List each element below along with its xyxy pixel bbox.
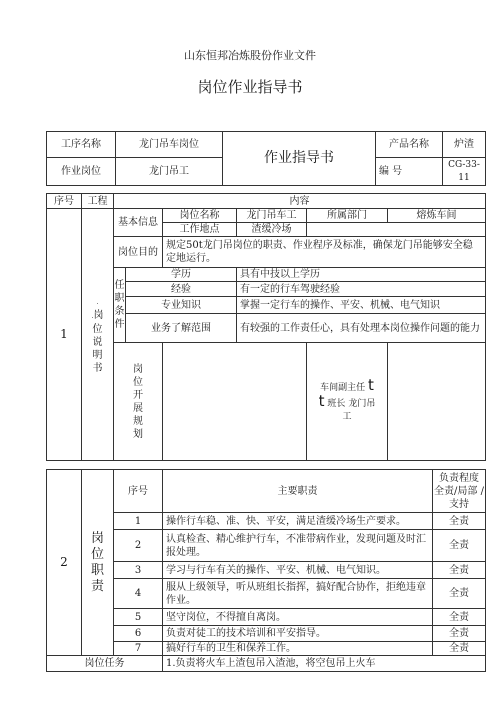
duty-no: 7	[114, 642, 163, 656]
experience-label: 经验	[126, 282, 237, 297]
section1-seq: 1	[47, 209, 82, 461]
duty-level: 全责	[433, 579, 486, 609]
duty-text: 搞好行车的卫生和保养工作。	[163, 642, 433, 656]
skill-value: 掌握一定行车的操作、平安、机械、电气知识	[237, 297, 486, 314]
product-value: 炉渣	[443, 132, 486, 158]
section1-title-text: 岗 位 说 明 书	[92, 309, 104, 374]
education-label: 学历	[126, 268, 237, 282]
location-label: 工作地点	[163, 223, 237, 237]
duty-no: 4	[114, 579, 163, 609]
duty-no: 1	[114, 513, 163, 530]
section1-title	[82, 209, 114, 461]
dept-label: 所属部门	[307, 209, 388, 223]
plan-arrow-2: t	[318, 392, 325, 410]
header-table	[46, 131, 486, 186]
duty-text: 坚守岗位，不得擅自离岗。	[163, 609, 433, 626]
company-name: 山东恒邦冶炼股份作业文件	[184, 49, 316, 62]
duty-level: 全责	[433, 609, 486, 626]
main-table	[46, 193, 486, 672]
purpose-label: 岗位目的	[114, 237, 163, 268]
plan-blank-right	[388, 343, 486, 461]
development-plan-chart	[307, 343, 388, 461]
section2-title: 岗 位 职 责	[82, 470, 114, 656]
duty-no: 2	[114, 530, 163, 562]
duty-level: 全责	[433, 530, 486, 562]
duty-text: 服从上级领导，听从班组长指挥，搞好配合协作，拒绝违章作业。	[163, 579, 433, 609]
section2-seq: 2	[47, 470, 82, 656]
duty-col-seq: 序号	[114, 470, 163, 513]
duty-no: 6	[114, 626, 163, 642]
skill-label: 专业知识	[126, 297, 237, 314]
duty-text: 学习与行车有关的操作、平安、机械、电气知识。	[163, 562, 433, 579]
education-value: 具有中技以上学历	[237, 268, 486, 282]
table-gap	[47, 461, 486, 470]
duty-level: 全责	[433, 626, 486, 642]
process-label: 工序名称	[47, 132, 116, 158]
business-scope-value: 有较强的工作责任心，具有处理本岗位操作问题的能力	[237, 314, 486, 343]
post-label: 作业岗位	[47, 158, 116, 186]
number-value: CG-33-11	[443, 158, 486, 186]
duty-text: 认真检查、精心维护行车，不准带病作业，发现问题及时汇报处理。	[163, 530, 433, 562]
duty-text: 负责对徒工的技术培训和平安指导。	[163, 626, 433, 642]
plan-line1: 车间副主任	[320, 383, 366, 393]
plan-line3: 工	[342, 412, 352, 422]
experience-value: 有一定的行车驾驶经验	[237, 282, 486, 297]
duty-no: 5	[114, 609, 163, 626]
qualification-label: 任 职 条 件	[114, 268, 126, 343]
center-title: 作业指导书	[223, 132, 376, 186]
section1-title-prefix: . .	[91, 298, 99, 320]
location-blank	[307, 223, 486, 237]
dept-value: 熔炼车间	[388, 209, 486, 223]
task-label: 岗位任务	[47, 656, 163, 672]
duty-col-main: 主要职责	[163, 470, 433, 513]
duty-text: 操作行车稳、准、快、平安，满足渣缓冷场生产要求。	[163, 513, 433, 530]
plan-arrow-1: t	[368, 376, 374, 394]
col-process: 工程	[82, 194, 114, 209]
process-value: 龙门吊车岗位	[116, 132, 223, 158]
post-value: 龙门吊工	[116, 158, 223, 186]
duty-level: 全责	[433, 562, 486, 579]
business-scope-label: 业务了解范围	[126, 314, 237, 343]
plan-blank-left	[163, 343, 307, 461]
col-seq: 序号	[47, 194, 82, 209]
plan-line2a: 班长	[327, 399, 346, 409]
document-title: 岗位作业指导书	[197, 78, 303, 96]
number-label: 编 号	[376, 158, 443, 186]
duty-level: 全责	[433, 642, 486, 656]
col-content: 内容	[114, 194, 486, 209]
purpose-value: 规定50t龙门吊岗位的职责、作业程序及标准，确保龙门吊能够安全稳定地运行。	[163, 237, 486, 268]
duty-no: 3	[114, 562, 163, 579]
duty-col-level: 负责程度 全责/局部 /支持	[433, 470, 486, 513]
development-plan-label: 岗 位 开 展 规 划	[114, 343, 163, 461]
location-value: 渣缓冷场	[237, 223, 307, 237]
duty-level: 全责	[433, 513, 486, 530]
basic-info-label: 基本信息	[114, 209, 163, 237]
post-name-value: 龙门吊车工	[237, 209, 307, 223]
product-label: 产品名称	[376, 132, 443, 158]
task-value: 1.负责将火车上渣包吊入渣池，将空包吊上火车	[163, 656, 486, 672]
plan-line2b: 龙门吊	[348, 399, 376, 409]
post-name-label: 岗位名称	[163, 209, 237, 223]
